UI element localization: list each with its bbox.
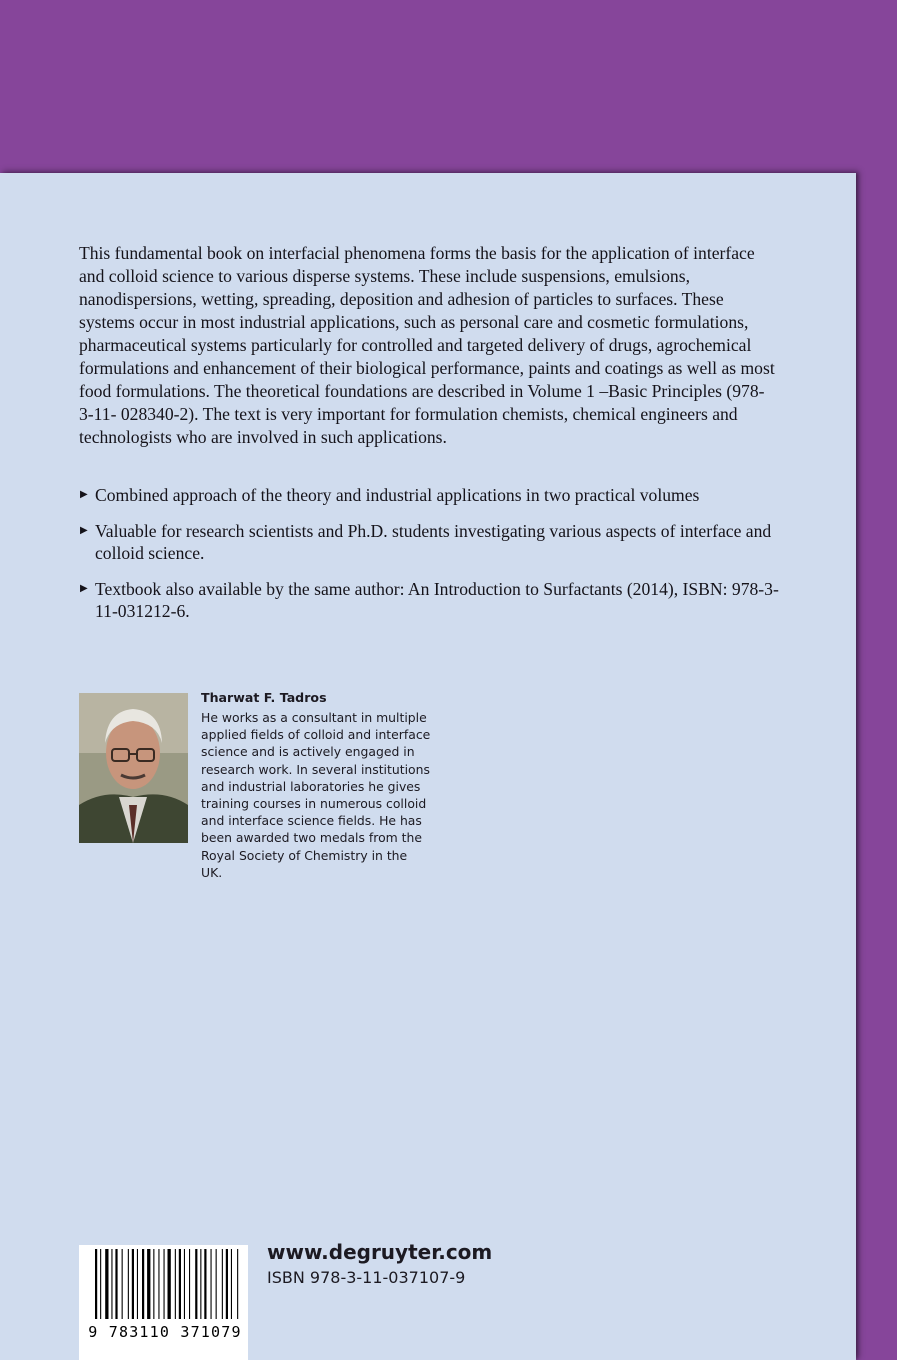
barcode-bars (79, 1245, 248, 1325)
list-item (79, 484, 779, 506)
barcode (79, 1245, 248, 1360)
bullet-text: Textbook also available by the same author: An Introduction to Surfactants (2014), ISBN: 978-3-11-031212-6. (95, 579, 779, 621)
bullet-text: Combined approach of the theory and industrial applications in two practical volumes (95, 485, 700, 505)
author-bio: He works as a consultant in multiple applied fields of colloid and interface science and is actively engaged in research work. In several institutions and industrial laboratories he gives training courses in numerous colloid and interface science fields. He has been awarded two medals from the Royal Society of Chemistry in the UK. (201, 710, 431, 880)
barcode-bar (237, 1249, 238, 1319)
barcode-bar (122, 1249, 123, 1319)
barcode-bar (111, 1249, 112, 1319)
barcode-bar (95, 1249, 97, 1319)
isbn-number: ISBN 978-3-11-037107-9 (267, 1268, 466, 1287)
barcode-bar (189, 1249, 190, 1319)
barcode-bar (147, 1249, 150, 1319)
barcode-bar (226, 1249, 228, 1319)
barcode-bar (222, 1249, 223, 1319)
barcode-bar (153, 1249, 154, 1319)
barcode-bar (142, 1249, 144, 1319)
author-photo (79, 693, 188, 843)
barcode-bar (184, 1249, 185, 1319)
author-name: Tharwat F. Tadros (201, 690, 327, 705)
feature-list (79, 484, 779, 636)
barcode-digits: 9 783110 371079 (88, 1323, 242, 1341)
barcode-bar (128, 1249, 129, 1319)
bullet-text: Valuable for research scientists and Ph.D. students investigating various aspects of interface and colloid science. (95, 521, 772, 563)
barcode-bar (179, 1249, 181, 1319)
barcode-bar (211, 1249, 212, 1319)
barcode-bar (168, 1249, 171, 1319)
list-item (79, 520, 779, 564)
barcode-bar (204, 1249, 206, 1319)
barcode-bar (158, 1249, 159, 1319)
barcode-bar (231, 1249, 232, 1319)
barcode-bar (175, 1249, 176, 1319)
triangle-bullet-icon: ▶ (80, 525, 88, 536)
barcode-bar (195, 1249, 197, 1319)
barcode-bar (200, 1249, 201, 1319)
list-item (79, 578, 779, 622)
barcode-bar (132, 1249, 134, 1319)
publisher-website: www.degruyter.com (267, 1240, 493, 1264)
barcode-bar (137, 1249, 138, 1319)
barcode-bar (105, 1249, 108, 1319)
triangle-bullet-icon: ▶ (80, 489, 88, 500)
barcode-bar (164, 1249, 165, 1319)
barcode-bar (100, 1249, 101, 1319)
barcode-bar (115, 1249, 117, 1319)
barcode-bar (216, 1249, 217, 1319)
book-description: This fundamental book on interfacial phenomena forms the basis for the application of interface and colloid science to various disperse systems. These include suspensions, emulsions, nanodispersions, wetting, spreading, deposition and adhesion of particles to surfaces. These systems occur in most industrial applications, such as personal care and cosmetic formulations, pharmaceutical systems particularly for controlled and targeted delivery of drugs, agrochemical formulations and enhancement of their biological performance, paints and coatings as well as most food formulations. The theoretical foundations are described in Volume 1 –Basic Principles (978-3-11- 028340-2). The text is very important for formulation chemists, chemical engineers and technologists who are involved in such applications. (79, 243, 775, 447)
triangle-bullet-icon: ▶ (80, 583, 88, 594)
